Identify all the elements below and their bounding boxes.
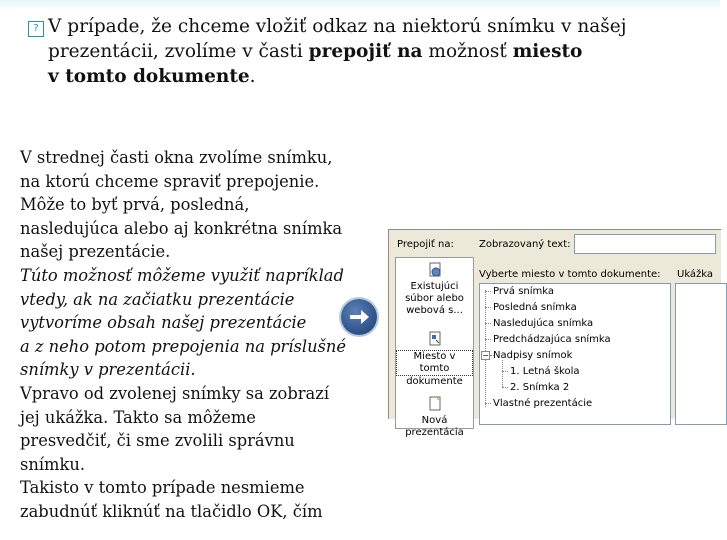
slide-heading <box>28 14 708 89</box>
arrow-right-glyph <box>341 299 377 335</box>
body-line: zabudnúť kliknúť na tlačidlo OK, čím <box>20 501 323 521</box>
insert-hyperlink-dialog <box>388 229 721 438</box>
emphasis-prepojit: prepojiť na <box>308 41 423 62</box>
arrow-right-icon <box>341 299 377 335</box>
link-to-label: Prepojiť na: <box>397 239 454 250</box>
tree-item-slide-titles[interactable]: Nadpisy snímok <box>493 350 573 361</box>
tree-item-next-slide[interactable]: Nasledujúca snímka <box>493 318 594 329</box>
display-text-input[interactable] <box>574 234 716 254</box>
document-place-icon <box>428 331 442 347</box>
body-line: našej prezentácie. <box>20 242 171 262</box>
body-line: na ktorú chceme spraviť prepojenie. <box>20 171 320 191</box>
new-document-icon <box>428 396 442 412</box>
body-line: presvedčiť, či sme zvolili správnu <box>20 431 295 451</box>
tree-guide-line <box>485 307 491 308</box>
body-line: jej ukážka. Takto sa môžeme <box>20 407 256 427</box>
tree-guide-line <box>485 323 491 324</box>
slide-top-band <box>0 0 720 10</box>
link-to-pane <box>395 257 474 438</box>
body-line: vytvoríme obsah našej prezentácie <box>20 313 307 333</box>
tree-item-custom-shows[interactable]: Vlastné prezentácie <box>493 398 593 409</box>
body-line: vtedy, ak na začiatku prezentácie <box>20 289 295 309</box>
body-line: Vpravo od zvolenej snímky sa zobrazí <box>20 383 330 403</box>
tree-guide-line <box>502 387 508 388</box>
link-place-in-document-option[interactable]: Miesto v tomto dokumente <box>396 331 473 388</box>
tree-guide-line <box>485 339 491 340</box>
body-line: Môže to byť prvá, posledná, <box>20 195 250 215</box>
collapse-toggle-icon[interactable]: − <box>482 351 489 360</box>
link-existing-file-option[interactable]: Existujúci súbor alebo webová s... <box>396 262 473 317</box>
body-line: Túto možnosť môžeme využiť napríklad <box>20 265 344 285</box>
globe-file-icon <box>428 262 442 278</box>
emphasis-miesto: miesto <box>512 41 583 62</box>
tree-guide-line <box>502 360 503 387</box>
slide-preview-pane <box>675 283 727 425</box>
body-line: snímku. <box>20 454 86 474</box>
tree-guide-line <box>502 371 508 372</box>
tree-guide-line <box>485 291 491 292</box>
heading-line-2: prezentácii, zvolíme v časti prepojiť na možnosť miesto <box>48 41 583 62</box>
link-new-document-option[interactable]: Nová prezentácia <box>396 396 473 439</box>
body-line: V strednej časti okna zvolíme snímku, <box>20 148 333 167</box>
body-line: snímky v prezentácii. <box>20 360 196 380</box>
tree-item-last-slide[interactable]: Posledná snímka <box>493 302 577 313</box>
tree-item-first-slide[interactable]: Prvá snímka <box>493 286 555 297</box>
body-line: Takisto v tomto prípade nesmieme <box>20 478 305 498</box>
preview-label: Ukážka <box>677 269 714 280</box>
body-line: a z neho potom prepojenia na príslušné <box>20 336 347 356</box>
bullet-icon: ? <box>28 21 44 37</box>
slide-body-text <box>20 146 370 524</box>
tree-guide-line <box>485 403 491 404</box>
select-place-label: Vyberte miesto v tomto dokumente: <box>479 269 661 280</box>
display-text-label: Zobrazovaný text: <box>479 239 571 250</box>
tree-item-slide-2[interactable]: 2. Snímka 2 <box>510 382 570 393</box>
document-place-tree <box>479 283 671 425</box>
emphasis-v-tomto-dokumente: v tomto dokumente <box>48 66 250 87</box>
body-line: nasledujúca alebo aj konkrétna snímka <box>20 218 343 238</box>
tree-item-slide-1[interactable]: 1. Letná škola <box>510 366 580 377</box>
heading-line-1: ? V prípade, že chceme vložiť odkaz na niektorú snímku v našej <box>28 14 708 39</box>
heading-line-3: v tomto dokumente. <box>48 66 256 87</box>
tree-item-previous-slide[interactable]: Predchádzajúca snímka <box>493 334 611 345</box>
